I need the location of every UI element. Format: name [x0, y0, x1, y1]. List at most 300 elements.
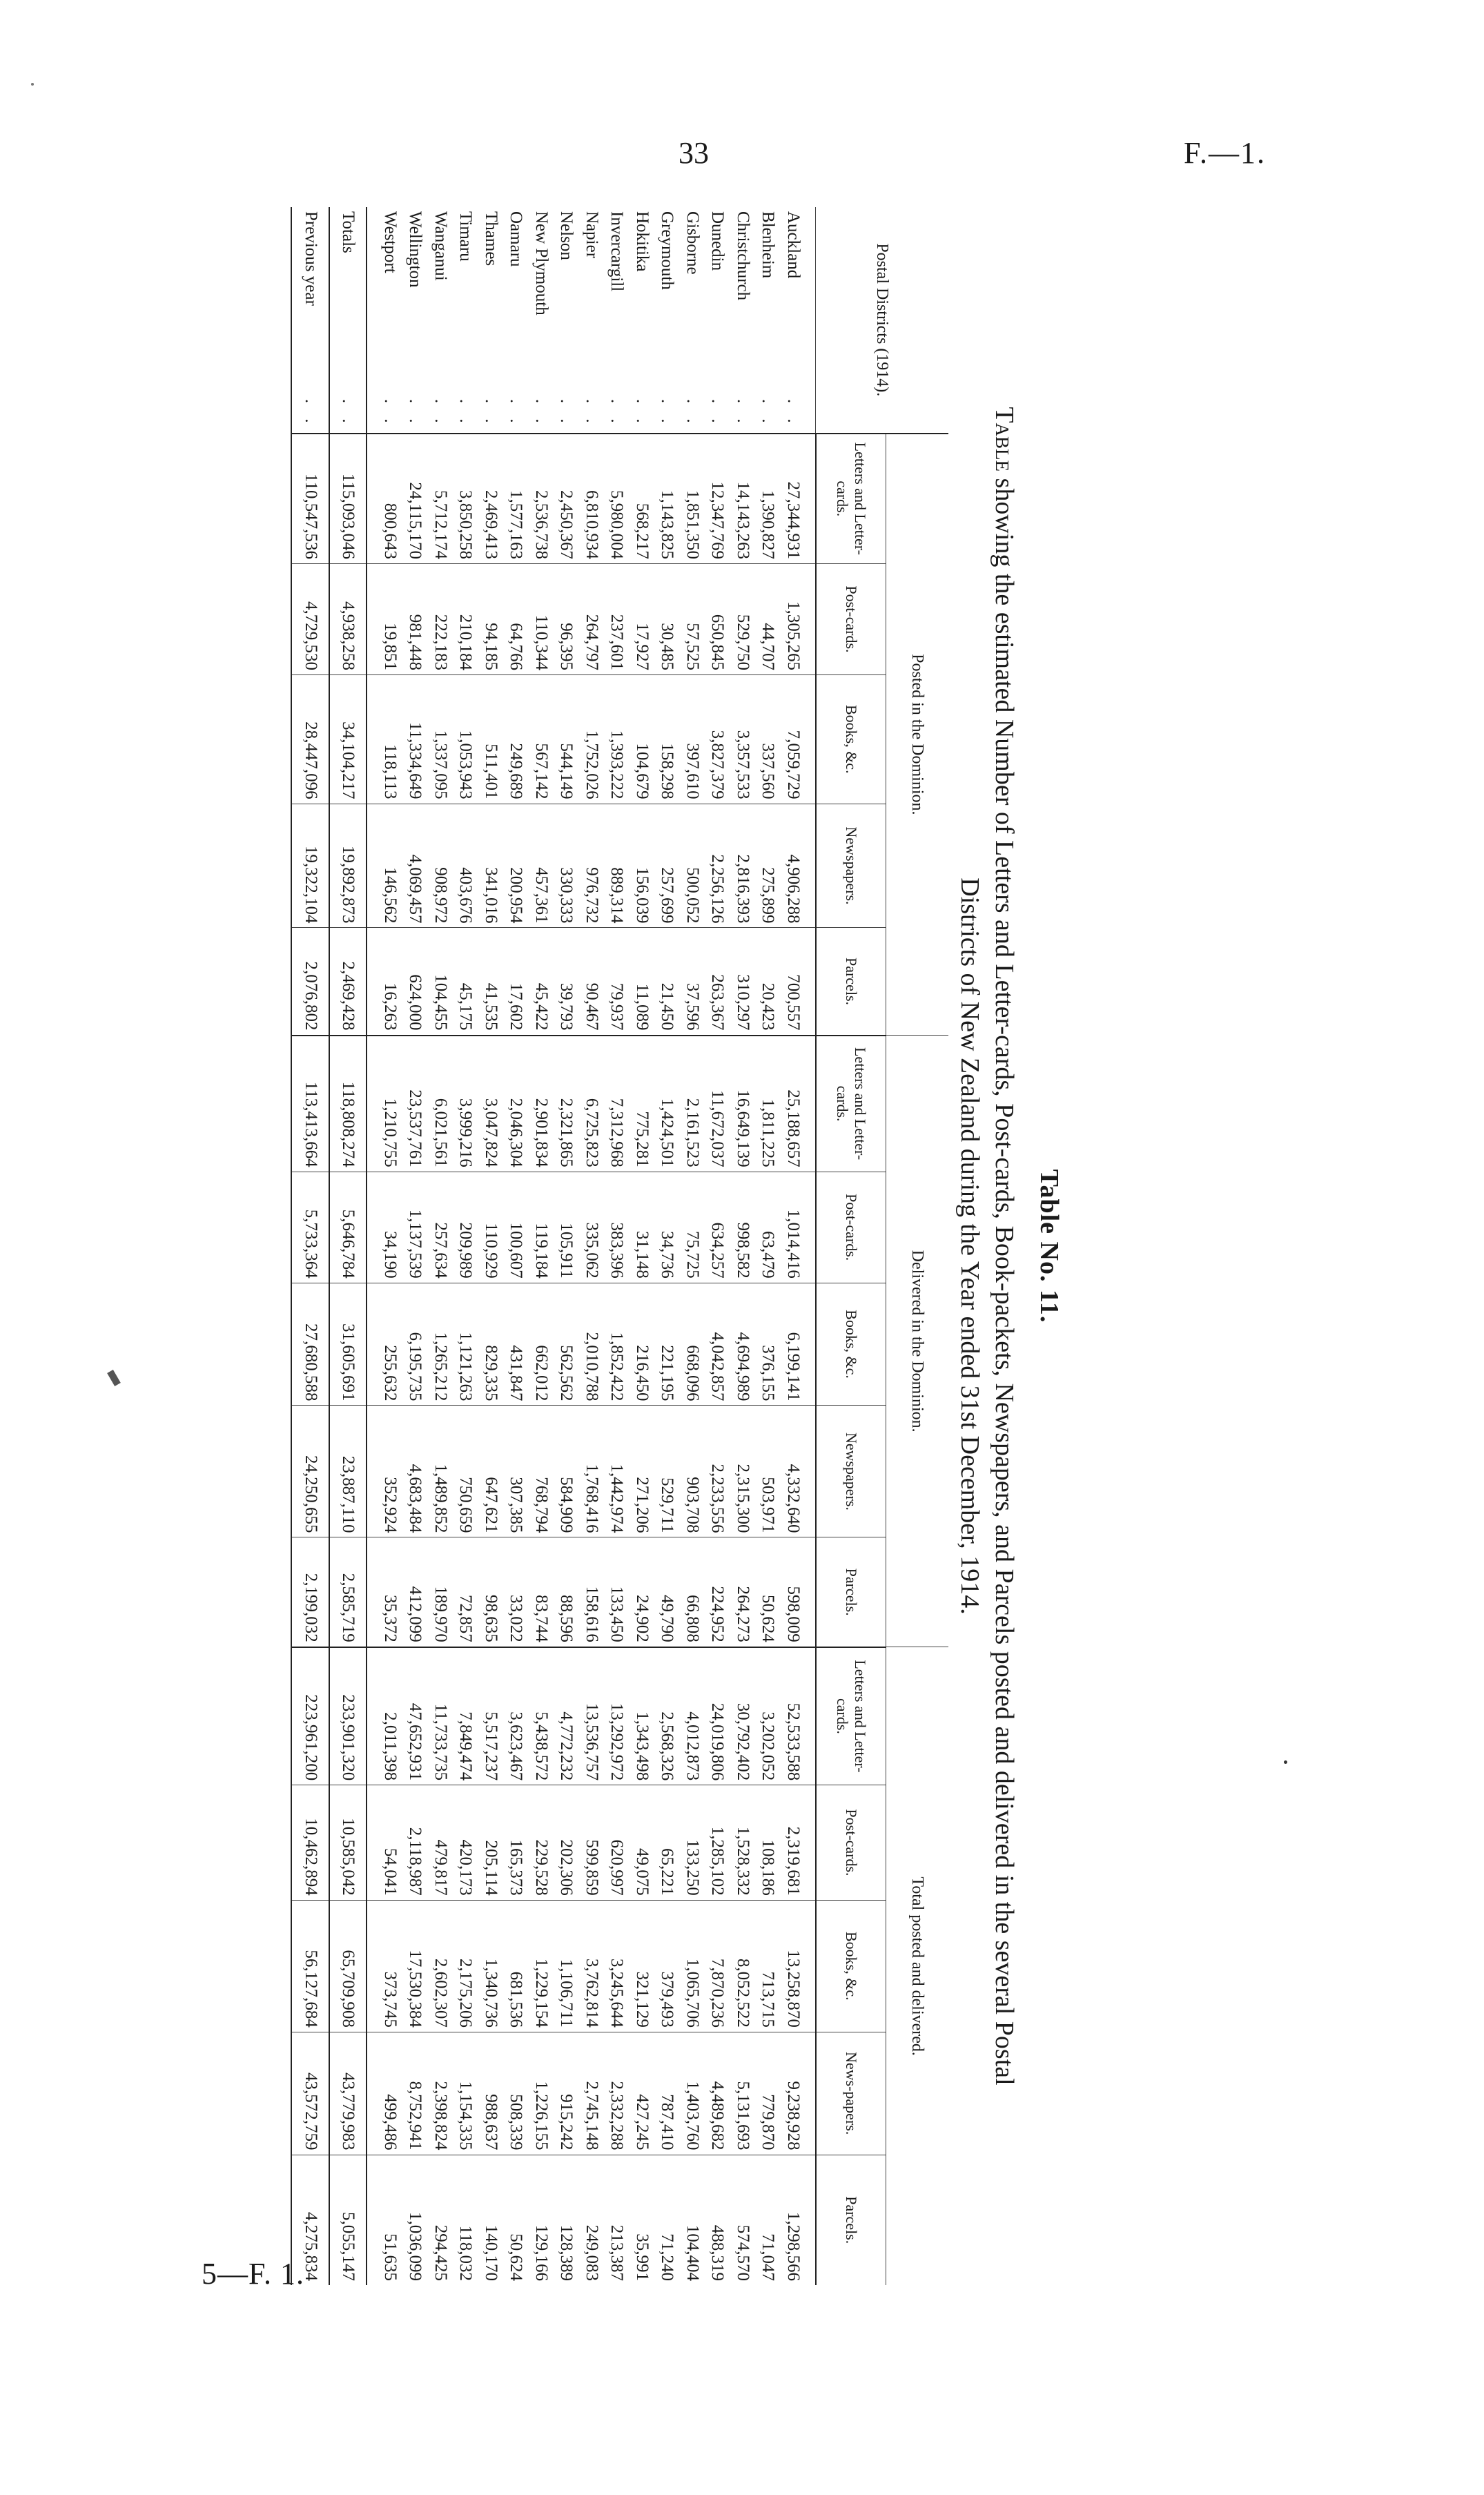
value-cell: 624,000	[402, 928, 428, 1036]
district-name: Dunedin	[708, 211, 728, 271]
value-cell: 431,847	[503, 1283, 529, 1406]
value-cell: 45,175	[453, 928, 478, 1036]
page-number: 33	[678, 136, 709, 170]
value-cell: 65,221	[654, 1785, 680, 1901]
value-cell: 668,096	[680, 1283, 705, 1406]
value-cell: 1,337,095	[428, 674, 453, 804]
district-name: Hokitika	[633, 211, 652, 272]
value-cell: 1,752,026	[579, 674, 605, 804]
value-cell: 427,245	[629, 2032, 655, 2155]
district-name: Greymouth	[658, 211, 677, 290]
value-cell: 37,596	[680, 928, 705, 1036]
table-row	[554, 207, 579, 2285]
value-cell: 383,396	[604, 1172, 629, 1283]
table-row	[604, 207, 629, 2285]
value-cell: 17,530,384	[402, 1900, 428, 2032]
value-cell: 222,183	[428, 563, 453, 674]
value-cell: 1,390,827	[755, 434, 781, 564]
value-cell: 2,118,987	[402, 1785, 428, 1901]
value-cell: 2,745,148	[579, 2032, 605, 2155]
value-cell: 31,148	[629, 1172, 655, 1283]
value-cell: 647,621	[478, 1406, 504, 1537]
district-name-cell	[529, 207, 554, 434]
value-cell: 24,902	[629, 1537, 655, 1647]
district-name-cell	[654, 207, 680, 434]
value-cell: 1,065,706	[680, 1900, 705, 2032]
column-header: News-papers.	[816, 2032, 886, 2155]
value-cell: 599,859	[579, 1785, 605, 1901]
leader-dots: . .	[381, 398, 400, 429]
value-cell: 6,725,823	[579, 1036, 605, 1172]
leader-dots: . .	[482, 398, 500, 429]
table-row	[402, 207, 428, 2285]
value-cell: 1,053,943	[453, 674, 478, 804]
value-cell: 2,602,307	[428, 1900, 453, 2032]
leader-dots: . .	[683, 398, 702, 429]
value-cell: 115,093,046	[329, 434, 367, 564]
value-cell: 2,319,681	[781, 1785, 817, 1901]
value-cell: 457,361	[529, 804, 554, 928]
value-cell: 544,149	[554, 674, 579, 804]
value-cell: 2,469,413	[478, 434, 504, 564]
value-cell: 1,121,263	[453, 1283, 478, 1406]
column-header: Post-cards.	[816, 1785, 886, 1901]
value-cell: 352,924	[367, 1406, 403, 1537]
value-cell: 2,901,834	[529, 1036, 554, 1172]
district-name-cell	[453, 207, 478, 434]
value-cell: 50,624	[755, 1537, 781, 1647]
value-cell: 209,989	[453, 1172, 478, 1283]
value-cell: 31,605,691	[329, 1283, 367, 1406]
value-cell: 213,387	[607, 2224, 627, 2281]
value-cell: 257,699	[654, 804, 680, 928]
value-cell: 4,683,484	[402, 1406, 428, 1537]
value-cell: 16,649,139	[730, 1036, 756, 1172]
table-row	[755, 207, 781, 2285]
district-name: Timaru	[456, 211, 476, 262]
value-cell: 1,393,222	[604, 674, 629, 804]
value-cell: 634,257	[705, 1172, 730, 1283]
leader-dots: . .	[708, 398, 728, 429]
value-cell: 2,536,738	[529, 434, 554, 564]
value-cell: 713,715	[755, 1900, 781, 2032]
caption-line-2: Districts of New Zealand during the Year ended 31st December, 1914.	[955, 877, 984, 1615]
value-cell: 662,012	[529, 1283, 554, 1406]
value-cell: 5,733,364	[292, 1172, 330, 1283]
value-cell: 17,927	[629, 563, 655, 674]
value-cell: 30,792,402	[730, 1647, 756, 1785]
column-header-postal-districts: Postal Districts (1914).	[816, 207, 948, 434]
table-row	[367, 207, 403, 2285]
leader-dots: . .	[339, 398, 358, 429]
value-cell: 200,954	[503, 804, 529, 928]
value-cell: 568,217	[629, 434, 655, 564]
value-cell: 221,195	[654, 1283, 680, 1406]
value-cell: 4,729,530	[292, 563, 330, 674]
leader-dots: . .	[784, 398, 803, 429]
value-cell: 2,046,304	[503, 1036, 529, 1172]
district-name-cell	[629, 207, 655, 434]
value-cell: 210,184	[453, 563, 478, 674]
value-cell: 1,298,566	[784, 2212, 803, 2281]
value-cell: 412,099	[402, 1537, 428, 1647]
value-cell: 488,319	[708, 2224, 728, 2281]
leader-dots: . .	[633, 398, 652, 429]
totals-row	[329, 207, 367, 2285]
value-cell: 24,019,806	[705, 1647, 730, 1785]
district-name-cell	[554, 207, 579, 434]
value-cell: 5,980,004	[604, 434, 629, 564]
value-cell: 75,725	[680, 1172, 705, 1283]
column-header: Post-cards.	[816, 1172, 886, 1283]
value-cell: 500,052	[680, 804, 705, 928]
value-cell: 71,047	[759, 2233, 778, 2281]
value-cell: 1,014,416	[781, 1172, 817, 1283]
district-name: Invercargill	[607, 211, 627, 292]
table-row	[781, 207, 817, 2285]
value-cell: 189,970	[428, 1537, 453, 1647]
table-row	[654, 207, 680, 2285]
value-cell: 88,596	[554, 1537, 579, 1647]
leader-dots: . .	[456, 398, 476, 429]
value-cell: 2,321,865	[554, 1036, 579, 1172]
value-cell: 5,055,147	[329, 2155, 367, 2285]
value-cell: 64,766	[503, 563, 529, 674]
value-cell: 249,083	[583, 2224, 601, 2281]
value-cell: 420,173	[453, 1785, 478, 1901]
value-cell: 2,161,523	[680, 1036, 705, 1172]
value-cell: 108,186	[755, 1785, 781, 1901]
district-name: Napier	[583, 211, 601, 259]
value-cell: 4,694,989	[730, 1283, 756, 1406]
value-cell: 35,372	[367, 1537, 403, 1647]
value-cell: 249,689	[503, 674, 529, 804]
value-cell: 650,845	[705, 563, 730, 674]
value-cell: 34,736	[654, 1172, 680, 1283]
district-name: Nelson	[557, 211, 576, 260]
value-cell: 529,750	[730, 563, 756, 674]
value-cell: 8,752,941	[402, 2032, 428, 2155]
value-cell: 263,367	[705, 928, 730, 1036]
value-cell: 233,901,320	[329, 1647, 367, 1785]
value-cell: 6,021,561	[428, 1036, 453, 1172]
value-cell: 158,298	[654, 674, 680, 804]
value-cell: 158,616	[579, 1537, 605, 1647]
value-cell: 104,455	[428, 928, 453, 1036]
district-name-cell	[402, 207, 428, 434]
table-summary	[292, 207, 367, 2285]
value-cell: 9,238,928	[781, 2032, 817, 2155]
value-cell: 2,469,428	[329, 928, 367, 1036]
value-cell: 1,489,852	[428, 1406, 453, 1537]
value-cell: 1,226,155	[529, 2032, 554, 2155]
value-cell: 335,062	[579, 1172, 605, 1283]
value-cell: 104,679	[629, 674, 655, 804]
value-cell: 21,450	[654, 928, 680, 1036]
district-name: Christchurch	[734, 211, 752, 301]
value-cell: 915,242	[554, 2032, 579, 2155]
value-cell: 7,312,968	[604, 1036, 629, 1172]
value-cell: 307,385	[503, 1406, 529, 1537]
value-cell: 768,794	[529, 1406, 554, 1537]
value-cell: 110,547,536	[292, 434, 330, 564]
value-cell: 118,808,274	[329, 1036, 367, 1172]
value-cell: 33,022	[503, 1537, 529, 1647]
value-cell: 133,450	[604, 1537, 629, 1647]
value-cell: 5,646,784	[329, 1172, 367, 1283]
value-cell: 113,413,664	[292, 1036, 330, 1172]
value-cell: 94,185	[478, 563, 504, 674]
value-cell: 66,808	[680, 1537, 705, 1647]
value-cell: 51,635	[381, 2233, 400, 2281]
value-cell: 3,202,052	[755, 1647, 781, 1785]
value-cell: 3,623,467	[503, 1647, 529, 1785]
value-cell: 889,314	[604, 804, 629, 928]
value-cell: 503,971	[755, 1406, 781, 1537]
column-header: Parcels.	[816, 1537, 886, 1647]
district-name-cell	[781, 207, 817, 434]
scan-speck	[31, 83, 34, 86]
value-cell: 4,069,457	[402, 804, 428, 928]
value-cell: 1,229,154	[529, 1900, 554, 2032]
value-cell: 129,166	[532, 2224, 551, 2281]
value-cell: 1,577,163	[503, 434, 529, 564]
value-cell: 119,184	[529, 1172, 554, 1283]
value-cell: 10,585,042	[329, 1785, 367, 1901]
value-cell: 2,076,802	[292, 928, 330, 1036]
value-cell: 271,206	[629, 1406, 655, 1537]
table-row	[453, 207, 478, 2285]
value-cell: 4,012,873	[680, 1647, 705, 1785]
value-cell: 63,479	[755, 1172, 781, 1283]
value-cell: 330,333	[554, 804, 579, 928]
value-cell: 165,373	[503, 1785, 529, 1901]
value-cell: 4,906,288	[781, 804, 817, 928]
value-cell: 1,340,736	[478, 1900, 504, 2032]
postal-statistics-table	[291, 207, 949, 2285]
value-cell: 13,258,870	[781, 1900, 817, 2032]
value-cell: 202,306	[554, 1785, 579, 1901]
value-cell: 19,851	[367, 563, 403, 674]
value-cell: 100,607	[503, 1172, 529, 1283]
value-cell: 2,175,206	[453, 1900, 478, 2032]
district-name-cell	[292, 207, 330, 434]
district-name-cell	[680, 207, 705, 434]
value-cell: 34,190	[367, 1172, 403, 1283]
leader-dots: . .	[658, 398, 677, 429]
value-cell: 620,997	[604, 1785, 629, 1901]
value-cell: 1,265,212	[428, 1283, 453, 1406]
value-cell: 6,195,735	[402, 1283, 428, 1406]
value-cell: 988,637	[478, 2032, 504, 2155]
value-cell: 19,892,873	[329, 804, 367, 928]
value-cell: 373,745	[367, 1900, 403, 2032]
table-row	[579, 207, 605, 2285]
column-header: Parcels.	[816, 928, 886, 1036]
value-cell: 216,450	[629, 1283, 655, 1406]
caption-line-1: showing the estimated Number of Letters and Letter-cards, Post-cards, Book-packets, Newspapers, and Parcels posted and delivered in the several Postal	[990, 478, 1019, 2086]
value-cell: 71,240	[658, 2233, 677, 2281]
value-cell: 3,827,379	[705, 674, 730, 804]
value-cell: 4,275,834	[292, 2155, 330, 2285]
value-cell: 1,811,225	[755, 1036, 781, 1172]
value-cell: 11,089	[629, 928, 655, 1036]
value-cell: 779,870	[755, 2032, 781, 2155]
caption-lead: Table	[990, 407, 1019, 472]
group-header-delivered: Delivered in the Dominion.	[886, 1036, 949, 1647]
value-cell: 341,016	[478, 804, 504, 928]
table-number: Table No. 11.	[1035, 1169, 1064, 1323]
leader-dots: . .	[406, 398, 425, 429]
value-cell: 90,467	[579, 928, 605, 1036]
value-cell: 104,404	[683, 2224, 702, 2281]
value-cell: 4,332,640	[781, 1406, 817, 1537]
leader-dots: . .	[431, 398, 450, 429]
district-name-cell	[367, 207, 403, 434]
value-cell: 775,281	[629, 1036, 655, 1172]
column-header: Post-cards.	[816, 563, 886, 674]
value-cell: 3,850,258	[453, 434, 478, 564]
district-name-cell	[579, 207, 605, 434]
value-cell: 98,635	[478, 1537, 504, 1647]
value-cell: 3,762,814	[579, 1900, 605, 2032]
value-cell: 24,115,170	[402, 434, 428, 564]
district-name-cell	[604, 207, 629, 434]
district-name: Wellington	[406, 211, 425, 288]
value-cell: 25,188,657	[781, 1036, 817, 1172]
value-cell: 223,961,200	[292, 1647, 330, 1785]
column-header: Letters and Letter-cards.	[816, 434, 886, 564]
value-cell: 264,273	[730, 1537, 756, 1647]
document-reference: F.—1.	[1184, 136, 1266, 170]
value-cell: 1,403,760	[680, 2032, 705, 2155]
value-cell: 1,285,102	[705, 1785, 730, 1901]
value-cell: 65,709,908	[329, 1900, 367, 2032]
value-cell: 110,344	[529, 563, 554, 674]
value-cell: 133,250	[680, 1785, 705, 1901]
value-cell: 140,170	[482, 2224, 500, 2281]
district-name: Westport	[381, 211, 400, 273]
value-cell: 30,485	[654, 563, 680, 674]
value-cell: 529,711	[654, 1406, 680, 1537]
value-cell: 2,010,788	[579, 1283, 605, 1406]
value-cell: 5,131,693	[730, 2032, 756, 2155]
value-cell: 8,052,522	[730, 1900, 756, 2032]
value-cell: 275,899	[755, 804, 781, 928]
footer-reference: 5—F. 1.	[202, 2257, 304, 2291]
value-cell: 224,952	[705, 1537, 730, 1647]
rotated-table-block	[302, 207, 1064, 2285]
column-header: Books, &c.	[816, 1900, 886, 2032]
value-cell: 584,909	[554, 1406, 579, 1537]
value-cell: 52,533,588	[781, 1647, 817, 1785]
table-row	[428, 207, 453, 2285]
value-cell: 3,357,533	[730, 674, 756, 804]
district-name: Blenheim	[759, 211, 778, 279]
value-cell: 376,155	[755, 1283, 781, 1406]
value-cell: 17,602	[503, 928, 529, 1036]
leader-dots: . .	[734, 398, 752, 429]
value-cell: 118,032	[456, 2225, 476, 2281]
value-cell: 6,810,934	[579, 434, 605, 564]
value-cell: 1,343,498	[629, 1647, 655, 1785]
value-cell: 110,929	[478, 1172, 504, 1283]
value-cell: 96,395	[554, 563, 579, 674]
value-cell: 5,438,572	[529, 1647, 554, 1785]
value-cell: 118,113	[367, 674, 403, 804]
value-cell: 567,142	[529, 674, 554, 804]
value-cell: 511,401	[478, 674, 504, 804]
value-cell: 403,676	[453, 804, 478, 928]
column-header: Letters and Letter-cards.	[816, 1036, 886, 1172]
district-name-cell	[478, 207, 504, 434]
value-cell: 829,335	[478, 1283, 504, 1406]
table-row	[478, 207, 504, 2285]
leader-dots: . .	[583, 398, 601, 429]
district-name: Gisborne	[683, 211, 702, 275]
table-row	[629, 207, 655, 2285]
value-cell: 49,790	[654, 1537, 680, 1647]
scan-speck	[107, 1370, 121, 1386]
group-header-posted: Posted in the Dominion.	[886, 434, 949, 1036]
value-cell: 13,292,972	[604, 1647, 629, 1785]
district-name-cell	[755, 207, 781, 434]
value-cell: 1,106,711	[554, 1900, 579, 2032]
table-row	[529, 207, 554, 2285]
value-cell: 45,422	[529, 928, 554, 1036]
value-cell: 39,793	[554, 928, 579, 1036]
value-cell: 56,127,684	[292, 1900, 330, 2032]
value-cell: 16,263	[367, 928, 403, 1036]
column-header: Newspapers.	[816, 1406, 886, 1537]
value-cell: 2,398,824	[428, 2032, 453, 2155]
value-cell: 800,643	[367, 434, 403, 564]
value-cell: 1,768,416	[579, 1406, 605, 1537]
value-cell: 128,389	[557, 2224, 576, 2281]
value-cell: 2,816,393	[730, 804, 756, 928]
value-cell: 4,938,258	[329, 563, 367, 674]
value-cell: 750,659	[453, 1406, 478, 1537]
value-cell: 23,887,110	[329, 1406, 367, 1537]
value-cell: 1,143,825	[654, 434, 680, 564]
value-cell: 976,732	[579, 804, 605, 928]
previous-year-row	[292, 207, 330, 2285]
value-cell: 1,137,539	[402, 1172, 428, 1283]
value-cell: 20,423	[755, 928, 781, 1036]
leader-dots: . .	[532, 398, 551, 429]
value-cell: 5,712,174	[428, 434, 453, 564]
value-cell: 7,059,729	[781, 674, 817, 804]
leader-dots: . .	[607, 398, 627, 429]
value-cell: 3,245,644	[604, 1900, 629, 2032]
value-cell: 35,991	[633, 2233, 652, 2281]
district-name: Totals	[339, 211, 358, 253]
value-cell: 72,857	[453, 1537, 478, 1647]
value-cell: 2,256,126	[705, 804, 730, 928]
value-cell: 83,744	[529, 1537, 554, 1647]
value-cell: 2,332,288	[604, 2032, 629, 2155]
value-cell: 13,536,757	[579, 1647, 605, 1785]
value-cell: 1,442,974	[604, 1406, 629, 1537]
value-cell: 1,528,332	[730, 1785, 756, 1901]
table-row	[503, 207, 529, 2285]
value-cell: 54,041	[367, 1785, 403, 1901]
district-name-cell	[329, 207, 367, 434]
district-name: Oamaru	[507, 211, 526, 267]
value-cell: 598,009	[781, 1537, 817, 1647]
value-cell: 43,572,759	[292, 2032, 330, 2155]
value-cell: 79,937	[604, 928, 629, 1036]
